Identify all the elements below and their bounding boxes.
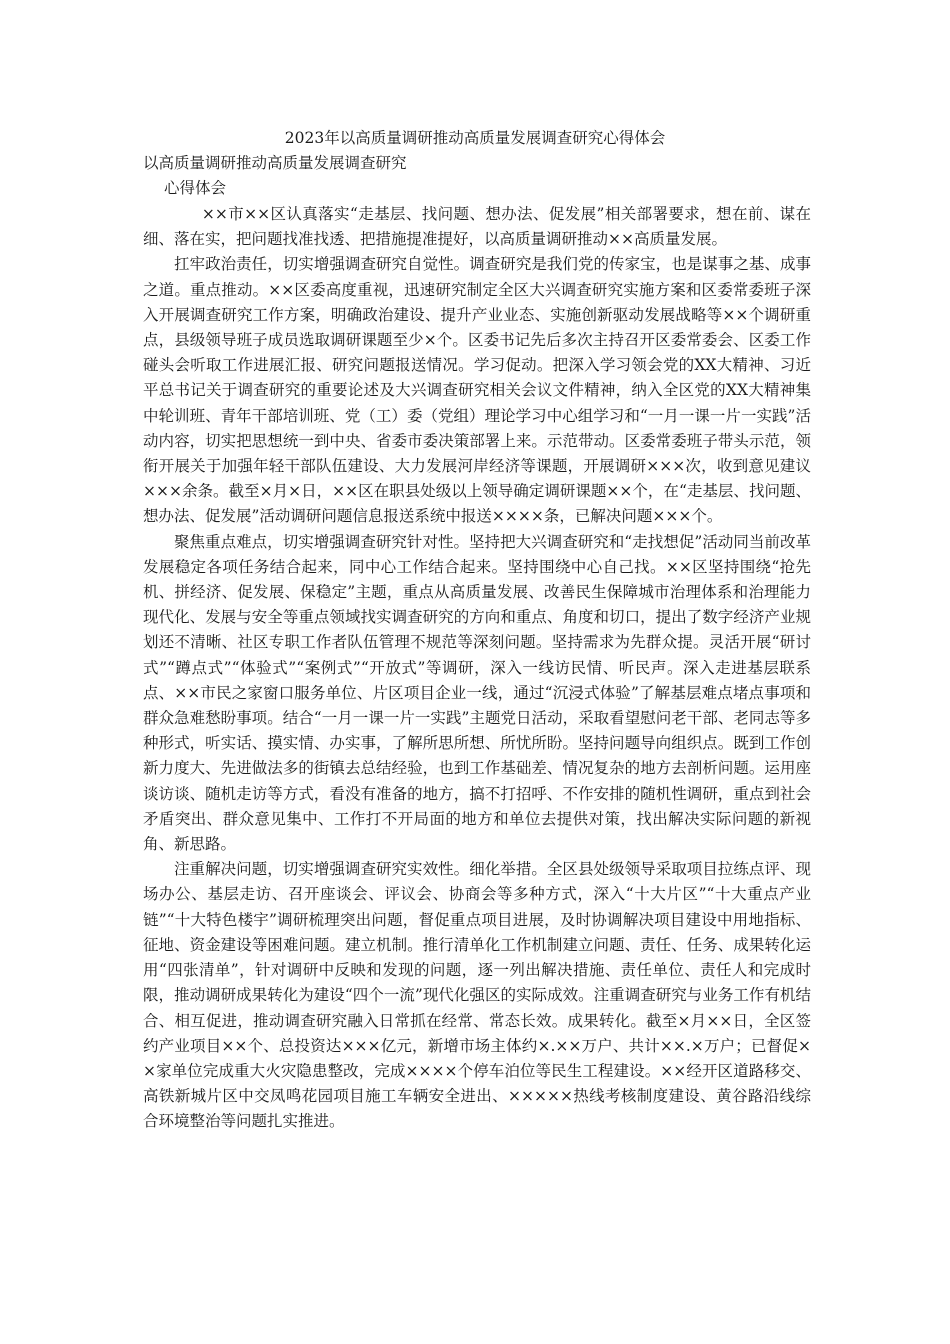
document-body — [143, 202, 811, 1135]
body-paragraph-political-responsibility: 扛牢政治责任，切实增强调查研究自觉性。调查研究是我们党的传家宝，也是谋事之基、成事之道。重点推动。××区委高度重视，迅速研究制定全区大兴调查研究实施方案和区委常委班子深入开展调查研究工作方案，明确政治建设、提升产业业态、实施创新驱动发展战略等××个调研重点，县级领导班子成员选取调研课题至少×个。区委书记先后多次主持召开区委常委会、区委工作碰头会听取工作进展汇报、研究问题报送情况。学习促动。把深入学习领会党的XX大精神、习近平总书记关于调查研究的重要论述及大兴调查研究相关会议文件精神，纳入全区党的XX大精神集中轮训班、青年干部培训班、党（工）委（党组）理论学习中心组学习和“一月一课一片一实践”活动内容，切实把思想统一到中央、省委市委决策部署上来。示范带动。区委常委班子带头示范，领衔开展关于加强年轻干部队伍建设、大力发展河岸经济等课题，开展调研×××次，收到意见建议×××余条。截至×月×日，××区在职县处级以上领导确定调研课题××个，在“走基层、找问题、想办法、促发展”活动调研问题信息报送系统中报送××××条，已解决问题×××个。 — [143, 255, 811, 526]
document-subtitle: 以高质量调研推动高质量发展调查研究 — [143, 154, 407, 172]
body-paragraph-key-difficulties: 聚焦重点难点，切实增强调查研究针对性。坚持把大兴调查研究和“走找想促”活动同当前改革发展稳定各项任务结合起来，同中心工作结合起来。坚持围绕中心自己找。××区坚持围绕“抢先机、拼经济、促发展、保稳定”主题，重点从高质量发展、改善民生保障城市治理体系和治理能力现代化、发展与安全等重点领域找实调查研究的方向和重点、角度和切口，提出了数字经济产业规划还不清晰、社区专职工作者队伍管理不规范等深刻问题。坚持需求为先群众提。灵活开展“研讨式”“蹲点式”“体验式”“案例式”“开放式”等调研，深入一线访民情、听民声。深入走进基层联系点、××市民之家窗口服务单位、片区项目企业一线，通过“沉浸式体验”了解基层难点堵点事项和群众急难愁盼事项。结合“一月一课一片一实践”主题党日活动，采取看望慰问老干部、老同志等多种形式，听实话、摸实情、办实事，了解所思所想、所忧所盼。坚持问题导向组织点。既到工作创新力度大、先进做法多的街镇去总结经验，也到工作基础差、情况复杂的地方去剖析问题。运用座谈访谈、随机走访等方式，看没有准备的地方，搞不打招呼、不作安排的随机性调研，重点到社会矛盾突出、群众意见集中、工作打不开局面的地方和单位去提供对策，找出解决实际问题的新视角、新思路。 — [143, 532, 811, 854]
document-title: 2023年以高质量调研推动高质量发展调查研究心得体会 — [284, 129, 666, 147]
document-subtitle-continued: 心得体会 — [164, 179, 227, 197]
body-paragraph-problem-solving: 注重解决问题，切实增强调查研究实效性。细化举措。全区县处级领导采取项目拉练点评、现场办公、基层走访、召开座谈会、评议会、协商会等多种方式，深入“十大片区”“十大重点产业链”“十大特色楼宇”调研梳理突出问题，督促重点项目进展，及时协调解决项目建设中用地指标、征地、资金建设等困难问题。建立机制。推行清单化工作机制建立问题、责任、任务、成果转化运用“四张清单”，针对调研中反映和发现的问题，逐一列出解决措施、责任单位、责任人和完成时限，推动调研成果转化为建设“四个一流”现代化强区的实际成效。注重调查研究与业务工作有机结合、相互促进，推动调查研究融入日常抓在经常、常态长效。成果转化。截至×月××日，全区签约产业项目××个、总投资达×××亿元，新增市场主体约×.××万户、共计××.×万户；已督促××家单位完成重大火灾隐患整改，完成××××个停车泊位等民生工程建设。××经开区道路移交、高铁新城片区中交凤鸣花园项目施工车辆安全进出、×××××热线考核制度建设、黄谷路沿线综合环境整治等问题扎实推进。 — [143, 860, 811, 1131]
intro-paragraph: ××市××区认真落实“走基层、找问题、想办法、促发展”相关部署要求，想在前、谋在细、落在实，把问题找准找透、把措施提准提好，以高质量调研推动××高质量发展。 — [143, 205, 811, 249]
